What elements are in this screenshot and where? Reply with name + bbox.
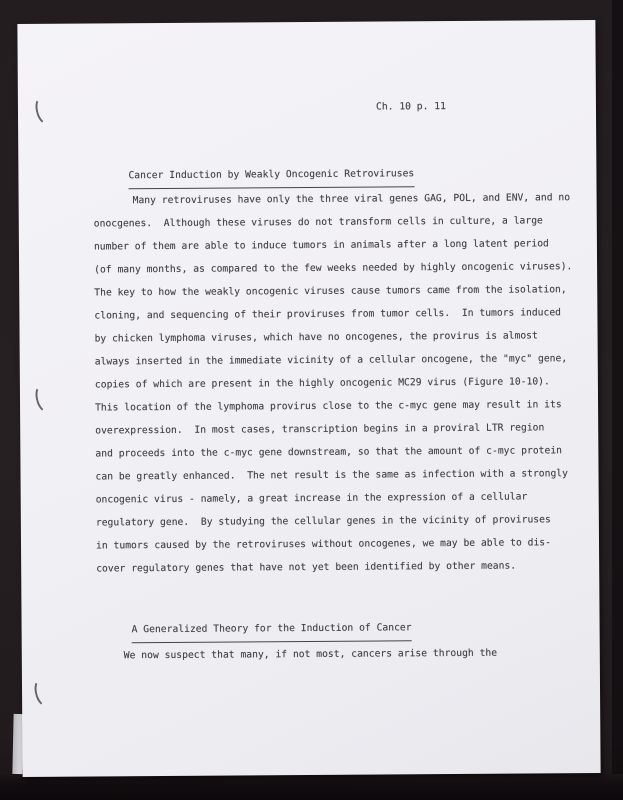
section-2-paragraph: We now suspect that many, if not most, cancers arise through the: [123, 647, 498, 662]
page-header: Ch. 10 p. 11: [375, 101, 447, 113]
section-heading-cancer-induction: Cancer Induction by Weakly Oncogenic Retroviruses: [128, 162, 414, 189]
punch-hole-mark-icon: [32, 676, 56, 708]
section-1-paragraph: Many retroviruses have only the three viral genes GAG, POL, and ENV, and no onocgenes. Although these viruses do not transform cells in culture, a large number of them are able to induce tumors in animals after a long latent period (of many months, as compared to the few weeks needed by highly oncogenic viruses). The key to how the weakly oncogenic viruses cause tumors came from the isolation, cloning, and sequencing of their proviruses from tumor cells. In tumors induced by chicken lymphoma viruses, which have no oncogenes, the provirus is almost always inserted in the immediate vicinity of a cellular oncogene, the "myc" gene, copies of which are present in the highly oncogenic MC29 virus (Figure 10-10). This location of the lymphoma provirus close to the c-myc gene may result in its overexpression. In most cases, transcription begins in a proviral LTR region and proceeds into the c-myc gene downstream, so that the amount of c-myc protein can be greatly enhanced. The net result is the same as infection with a strongly oncogenic virus - namely, a great increase in the expression of a cellular regulatory gene. By studying the cellular genes in the vicinity of proviruses in tumors caused by the retroviruses without oncogenes, we may be able to dis- cover regulatory genes that have not yet been identified by other means.: [93, 192, 573, 575]
document-page: [17, 20, 600, 777]
mat-bottom-band: [0, 774, 623, 800]
mat-right-shadow: [612, 0, 623, 800]
punch-hole-mark-icon: [33, 94, 57, 126]
section-heading-generalized-theory: A Generalized Theory for the Induction of Cancer: [132, 616, 412, 643]
punch-hole-mark-icon: [33, 382, 57, 414]
